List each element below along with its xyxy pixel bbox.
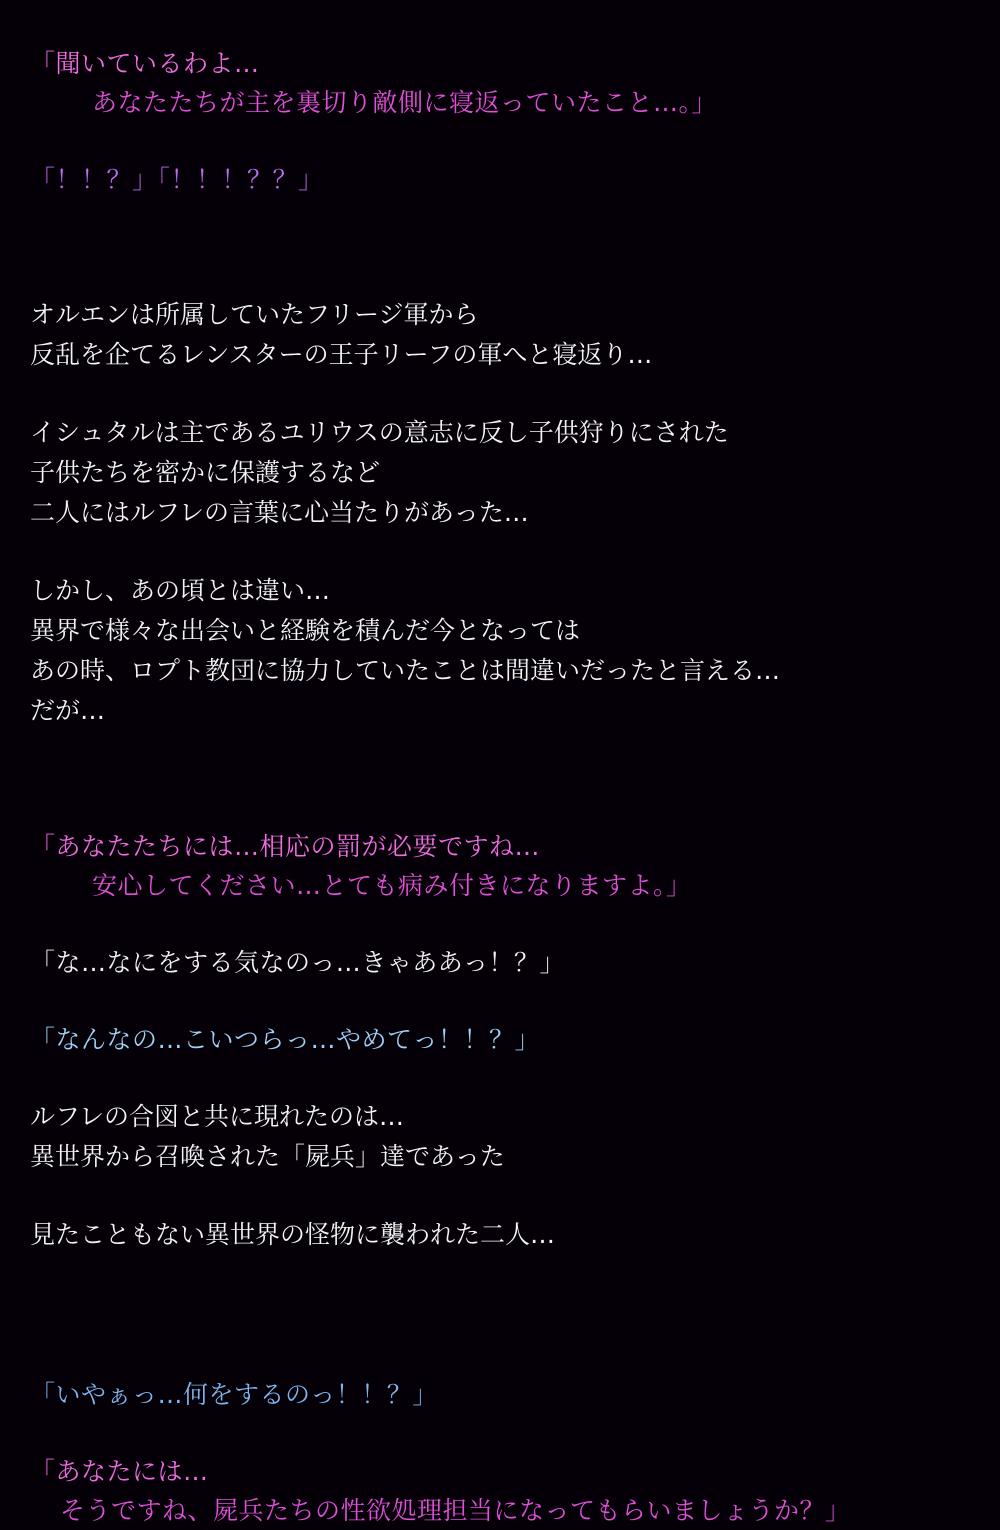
dialogue-7-line-2: そうですね、屍兵たちの性欲処理担当になってもらいましょうか？」 — [60, 1496, 851, 1525]
spacer — [30, 122, 970, 160]
dialogue-5-line-1: 「なんなの…こいつらっ…やめてっ！！？」 — [30, 1025, 541, 1054]
narration-1-line-2: 反乱を企てるレンスターの王子リーフの軍へと寝返り… — [30, 340, 653, 369]
dialogue-4-line-1: 「な…なにをする気なのっ…きゃああっ！？」 — [30, 948, 566, 977]
dialogue-3-line-2: 安心してください…とても病み付きになりますよ。」 — [92, 871, 692, 900]
narration-block-2 — [30, 413, 970, 533]
narration-block-4 — [30, 1097, 970, 1177]
narration-3-line-3: あの時、ロプト教団に協力していたことは間違いだったと言える… — [30, 656, 781, 685]
dialogue-3-line-1: 「あなたたちには…相応の罰が必要ですね… — [30, 832, 541, 861]
narration-2-line-3: 二人にはルフレの言葉に心当たりがあった… — [30, 498, 529, 527]
spacer — [30, 533, 970, 571]
dialogue-block-6 — [30, 1375, 970, 1414]
dialogue-1-line-2: あなたたちが主を裏切り敵側に寝返っていたこと…。」 — [92, 88, 718, 117]
dialogue-block-7 — [30, 1452, 970, 1530]
dialogue-block-4 — [30, 943, 970, 982]
narration-3-line-4: だが… — [30, 696, 106, 725]
spacer — [30, 905, 970, 943]
dialogue-6-line-1: 「いやぁっ…何をするのっ！！？」 — [30, 1380, 438, 1409]
spacer — [30, 199, 970, 295]
narration-3-line-1: しかし、あの頃とは違い… — [30, 576, 331, 605]
spacer — [30, 1059, 970, 1097]
narration-block-5 — [30, 1215, 970, 1255]
narration-block-1 — [30, 295, 970, 375]
dialogue-7-line-1: 「あなたには… — [30, 1457, 209, 1486]
dialogue-1-line-1: 「聞いているわよ… — [30, 49, 260, 78]
dialogue-block-5 — [30, 1020, 970, 1059]
narration-5-line-1: 見たこともない異世界の怪物に襲われた二人… — [30, 1220, 556, 1249]
spacer — [30, 375, 970, 413]
narration-4-line-2: 異世界から召喚された「屍兵」達であった — [30, 1142, 505, 1171]
dialogue-block-3 — [30, 827, 970, 905]
narration-2-line-1: イシュタルは主であるユリウスの意志に反し子供狩りにされた — [30, 418, 729, 447]
spacer — [30, 982, 970, 1020]
dialogue-block-1 — [30, 44, 970, 122]
narration-2-line-2: 子供たちを密かに保護するなど — [30, 458, 381, 487]
dialogue-2-line-1: 「！！？」「！！！？？」 — [30, 165, 324, 194]
narration-block-3 — [30, 571, 970, 731]
spacer — [30, 1255, 970, 1375]
narration-3-line-2: 異界で様々な出会いと経験を積んだ今となっては — [30, 616, 581, 645]
spacer — [30, 731, 970, 827]
dialogue-block-2 — [30, 160, 970, 199]
spacer — [30, 1414, 970, 1452]
narration-1-line-1: オルエンは所属していたフリージ軍から — [30, 300, 479, 329]
narration-4-line-1: ルフレの合図と共に現れたのは… — [30, 1102, 405, 1131]
spacer — [30, 1177, 970, 1215]
